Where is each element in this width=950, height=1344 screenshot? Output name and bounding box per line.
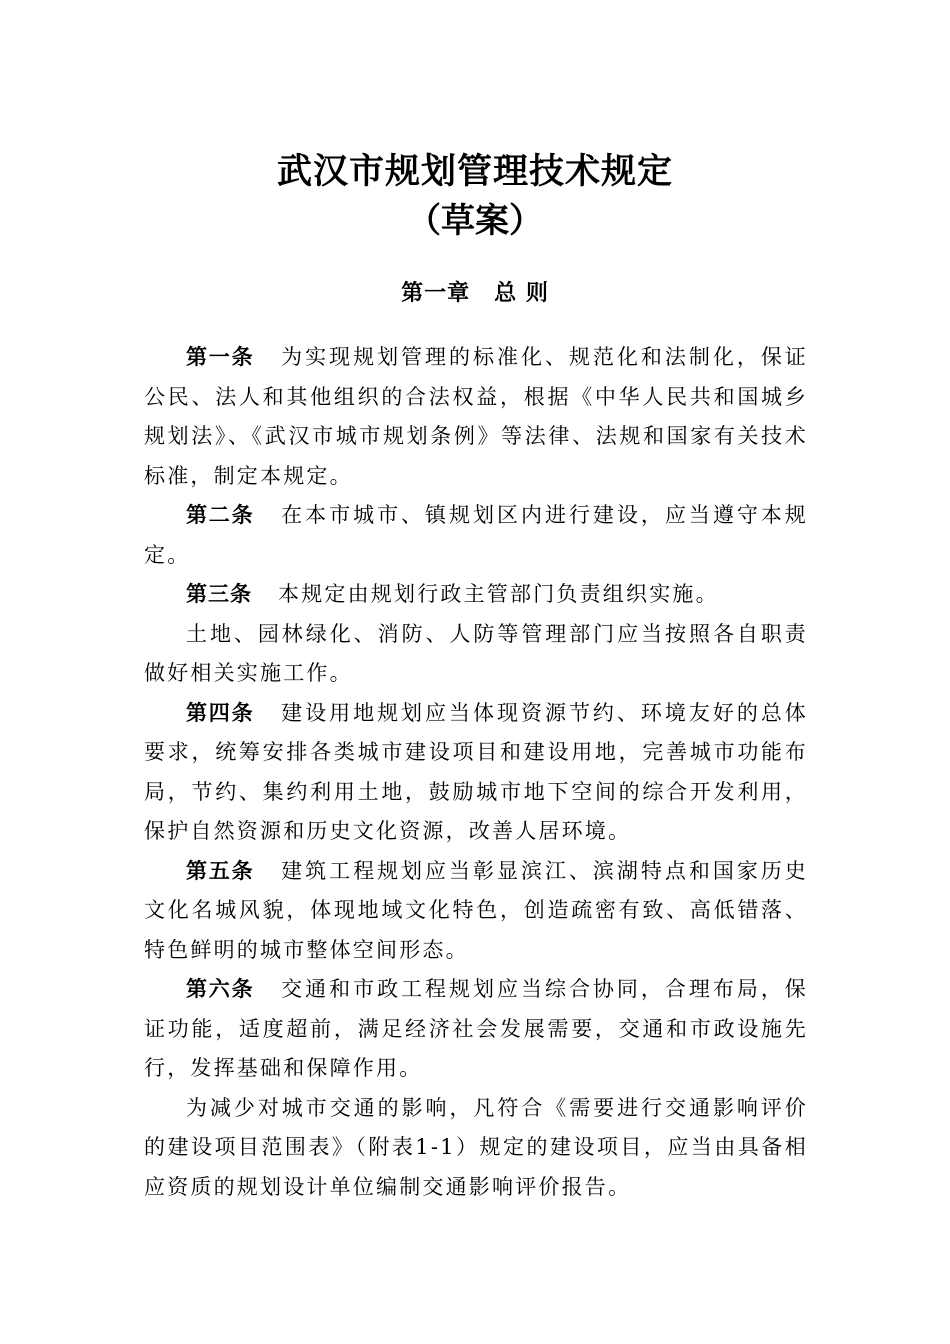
- paragraph-text: 为减少对城市交通的影响，凡符合《需要进行交通影响评价的建设项目范围表》（附表1-1）规定的建设项目，应当由具备相应资质的规划设计单位编制交通影响评价报告。: [144, 1095, 808, 1199]
- article-number: 第三条: [186, 582, 252, 606]
- paragraph-article-3: [144, 575, 808, 615]
- paragraph-article-3-continued: [144, 615, 808, 694]
- chapter-number: 第一章: [401, 280, 471, 306]
- chapter-name: 总 则: [494, 280, 549, 306]
- document-subtitle: （草案）: [407, 201, 543, 241]
- paragraph-article-6-continued: [144, 1089, 808, 1208]
- paragraph-article-2: [144, 496, 808, 575]
- paragraph-text: 建筑工程规划应当彰显滨江、滨湖特点和国家历史文化名城风貌，体现地域文化特色，创造疏密有致、高低错落、特色鲜明的城市整体空间形态。: [144, 858, 808, 962]
- paragraph-text: 本规定由规划行政主管部门负责组织实施。: [278, 582, 719, 606]
- paragraph-text: 为实现规划管理的标准化、规范化和法制化，保证公民、法人和其他组织的合法权益，根据《中华人民共和国城乡规划法》、《武汉市城市规划条例》等法律、法规和国家有关技术标准，制定本规定。: [144, 345, 808, 488]
- article-number: 第四条: [186, 700, 255, 725]
- paragraph-article-5: [144, 852, 808, 971]
- paragraph-article-6: [144, 970, 808, 1089]
- chapter-heading: [0, 275, 950, 311]
- article-number: 第一条: [186, 345, 255, 369]
- paragraph-text: 建设用地规划应当体现资源节约、环境友好的总体要求，统筹安排各类城市建设项目和建设用地，完善城市功能布局，节约、集约利用土地，鼓励城市地下空间的综合开发利用，保护自然资源和历史文化资源，改善人居环境。: [144, 700, 808, 843]
- paragraph-article-1: [144, 338, 808, 496]
- article-number: 第二条: [186, 503, 255, 527]
- document-title: 武汉市规划管理技术规定: [276, 151, 673, 192]
- paragraph-text: 交通和市政工程规划应当综合协同，合理布局，保证功能，适度超前，满足经济社会发展需要，交通和市政设施先行，发挥基础和保障作用。: [144, 977, 808, 1080]
- paragraph-text: 在本市城市、镇规划区内进行建设，应当遵守本规定。: [144, 503, 808, 567]
- document-body: [144, 338, 808, 1207]
- paragraph-text: 土地、园林绿化、消防、人防等管理部门应当按照各自职责做好相关实施工作。: [144, 621, 808, 685]
- article-number: 第六条: [186, 977, 255, 1001]
- paragraph-article-4: [144, 694, 808, 852]
- article-number: 第五条: [186, 858, 255, 883]
